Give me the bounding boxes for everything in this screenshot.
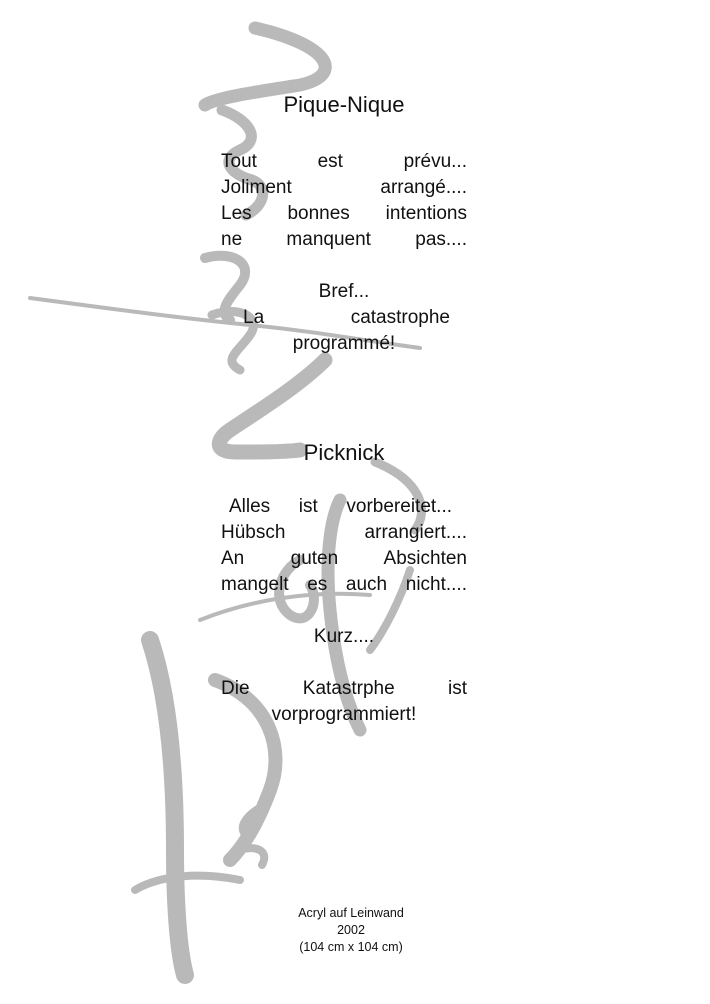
caption-dimensions: (104 cm x 104 cm) (299, 940, 403, 954)
poem-line: Joliment arrangé.... (221, 177, 467, 198)
poem-line: Kurz.... (313, 626, 375, 647)
poem-line: La catastrophe (243, 307, 450, 328)
caption-year: 2002 (337, 923, 365, 937)
caption-medium: Acryl auf Leinwand (298, 906, 404, 920)
poem-line: vorprogrammiert! (271, 704, 417, 725)
poem-line: Alles ist vorbereitet... (229, 496, 452, 517)
poem-line: mangelt es auch nicht.... (221, 574, 467, 595)
poem-line: Les bonnes intentions (221, 203, 467, 224)
poem-line: Die Katastrphe ist (221, 678, 467, 699)
poem-title-french: Pique-Nique (283, 92, 405, 117)
poem-line: Bref... (318, 281, 370, 302)
poem-line: An guten Absichten (221, 548, 467, 569)
poem-line: programmé! (292, 333, 396, 354)
poem-line: ne manquent pas.... (221, 229, 467, 250)
poem-line: Hübsch arrangiert.... (221, 522, 467, 543)
poem-line: Tout est prévu... (221, 151, 467, 172)
poem-title-german: Picknick (303, 440, 385, 465)
